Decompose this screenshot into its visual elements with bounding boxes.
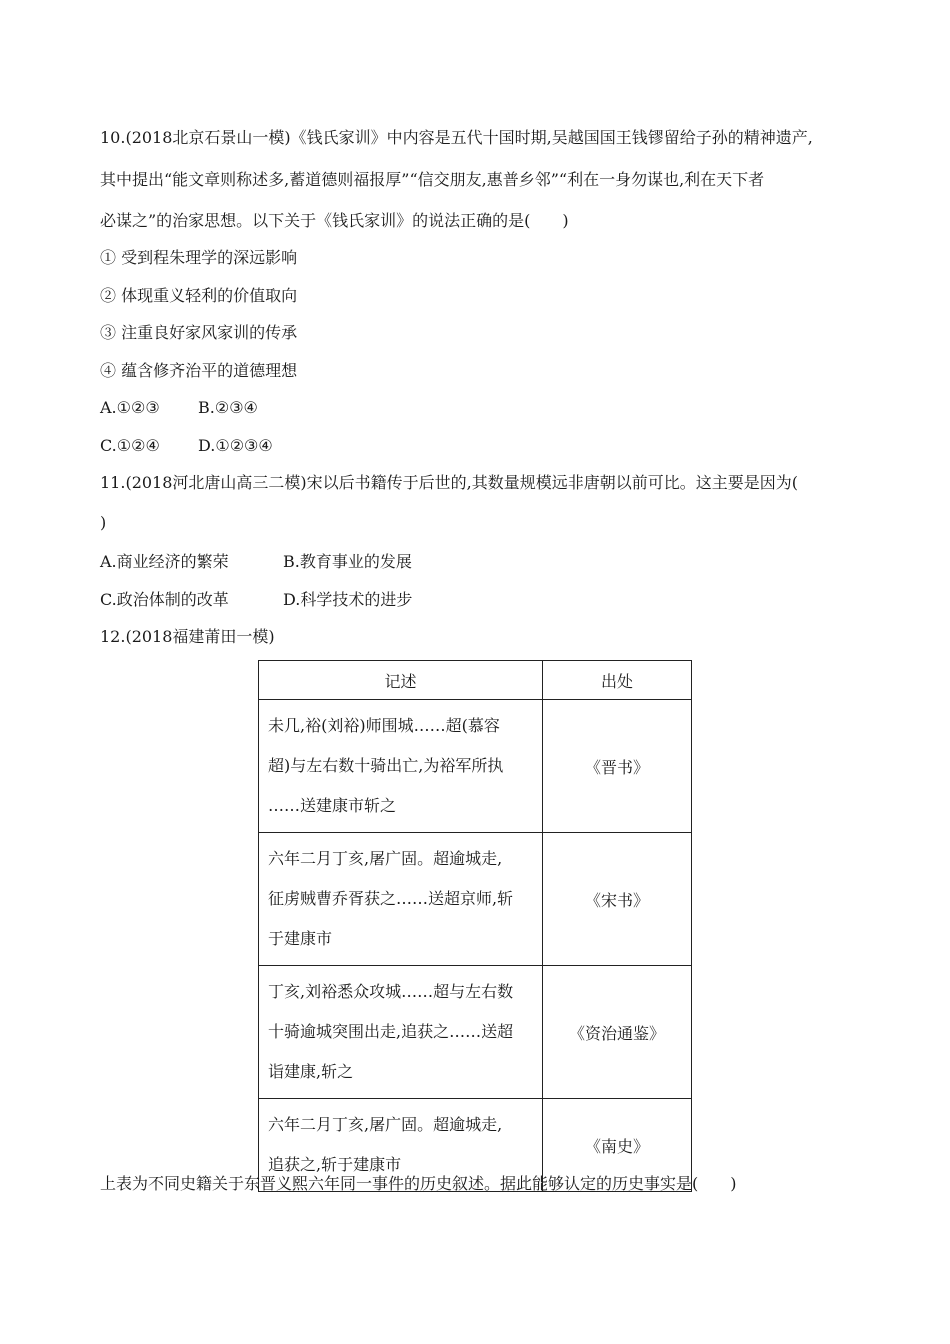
column-header-source: 出处 (543, 661, 692, 700)
source-cell: 《宋书》 (543, 833, 692, 966)
source-cell: 《晋书》 (543, 700, 692, 833)
q11-option-b: B.教育事业的发展 (283, 552, 412, 571)
q10-line-1: 10.(2018北京石景山一模)《钱氏家训》中内容是五代十国时期,吴越国国王钱镠留给子孙的精神遗产, (100, 128, 813, 147)
record-cell (259, 700, 543, 833)
record-text-line: 追获之,斩于建康市 (268, 1155, 402, 1174)
q10-item-4: ④ 蕴含修齐治平的道德理想 (100, 361, 298, 380)
table-header-row (259, 661, 692, 700)
record-text-line: 诣建康,斩之 (268, 1062, 354, 1081)
q12-question: 上表为不同史籍关于东晋义熙六年同一事件的历史叙述。据此能够认定的历史事实是( ) (100, 1174, 737, 1193)
q10-option-c: C.①②④ (100, 436, 160, 455)
q11-option-c: C.政治体制的改革 (100, 590, 229, 609)
q10-line-3: 必谋之”的治家思想。以下关于《钱氏家训》的说法正确的是( ) (100, 211, 569, 230)
source-cell: 《资治通鉴》 (543, 966, 692, 1099)
table-row (259, 966, 692, 1099)
record-text-line: 六年二月丁亥,屠广固。超逾城走, (268, 1115, 503, 1134)
column-header-record: 记述 (259, 661, 543, 700)
q11-line-2: ) (100, 513, 107, 532)
q11-option-a: A.商业经济的繁荣 (100, 552, 229, 571)
record-text-line: 征虏贼曹乔胥获之……送超京师,斩 (268, 889, 514, 908)
record-text-line: 六年二月丁亥,屠广固。超逾城走, (268, 849, 503, 868)
record-text-line: 丁亥,刘裕悉众攻城……超与左右数 (268, 982, 514, 1001)
record-text-line: 未几,裕(刘裕)师围城……超(慕容 (268, 716, 500, 735)
q10-item-3: ③ 注重良好家风家训的传承 (100, 323, 298, 342)
q11-option-d: D.科学技术的进步 (283, 590, 413, 609)
record-text-line: 十骑逾城突围出走,追获之……送超 (268, 1022, 514, 1041)
record-text-line: 超)与左右数十骑出亡,为裕军所执 (268, 756, 504, 775)
q11-line-1: 11.(2018河北唐山高三二模)宋以后书籍传于后世的,其数量规模远非唐朝以前可比。这主要是因为( (100, 473, 798, 492)
q10-option-d: D.①②③④ (198, 436, 273, 455)
q10-item-1: ① 受到程朱理学的深远影响 (100, 248, 298, 267)
source-cell: 《南史》 (543, 1099, 692, 1192)
table-row (259, 700, 692, 833)
record-cell (259, 833, 543, 966)
record-text-line: ……送建康市斩之 (268, 796, 397, 815)
q10-item-2: ② 体现重义轻利的价值取向 (100, 286, 298, 305)
record-cell (259, 966, 543, 1099)
q10-line-2: 其中提出“能文章则称述多,蓄道德则福报厚”“信交朋友,惠普乡邻”“利在一身勿谋也,利在天下者 (100, 170, 765, 189)
table-row (259, 833, 692, 966)
history-records-table (258, 660, 692, 1192)
q10-option-b: B.②③④ (198, 398, 258, 417)
record-text-line: 于建康市 (268, 929, 333, 948)
q10-option-a: A.①②③ (100, 398, 160, 417)
q12-heading: 12.(2018福建莆田一模) (100, 627, 275, 646)
